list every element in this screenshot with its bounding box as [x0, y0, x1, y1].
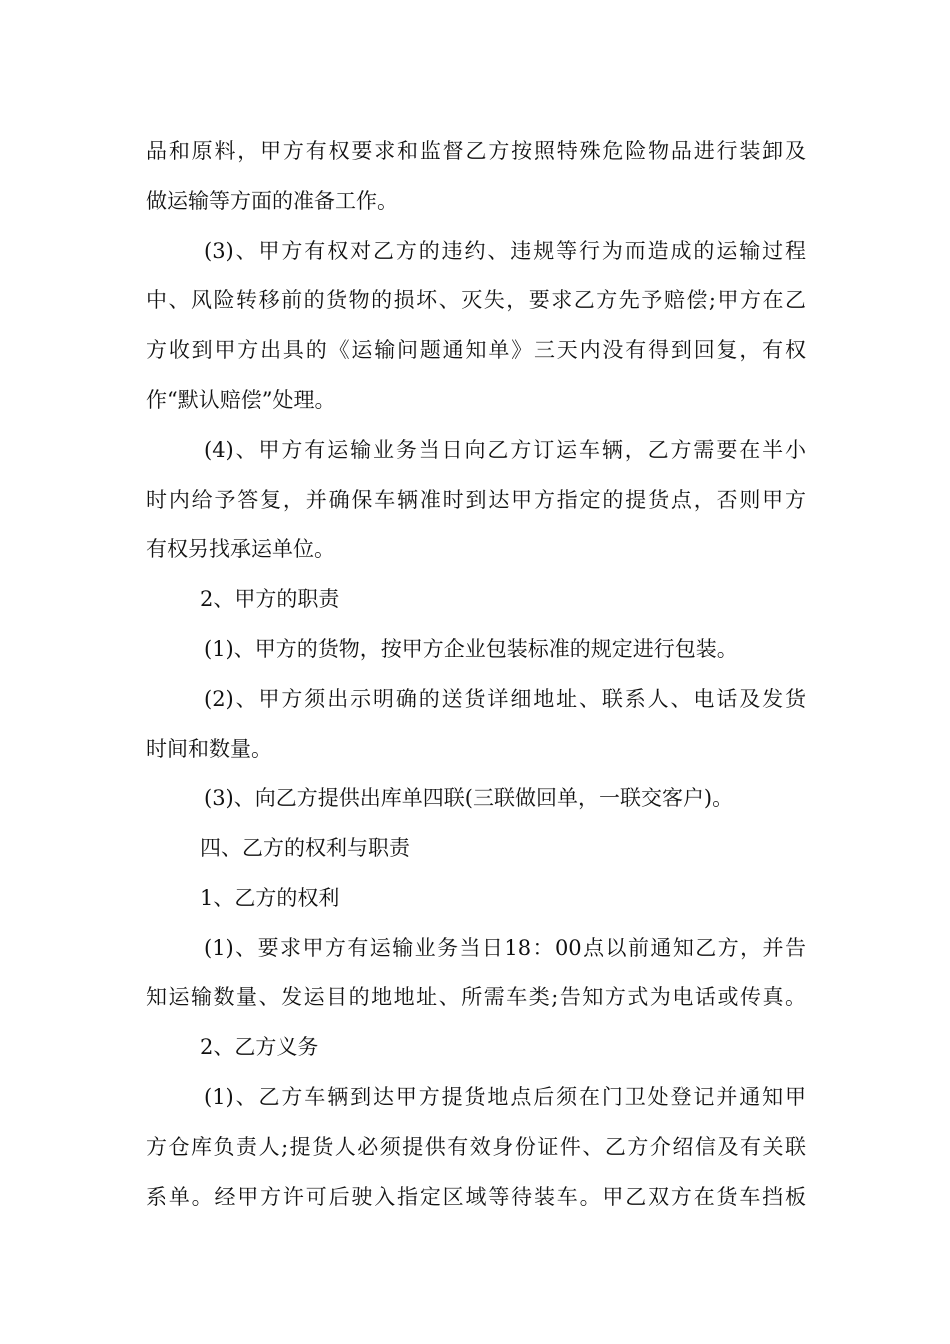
text-line: 有权另找承运单位。: [146, 537, 335, 561]
section-heading: 2、乙方义务: [200, 1035, 319, 1059]
text-line: 系单。经甲方许可后驶入指定区域等待装车。甲乙双方在货车挡板: [146, 1185, 806, 1209]
text-line: 时内给予答复，并确保车辆准时到达甲方指定的提货点，否则甲方: [146, 488, 806, 512]
text-line: 方仓库负责人;提货人必须提供有效身份证件、乙方介绍信及有关联: [146, 1135, 806, 1159]
text-line: 方收到甲方出具的《运输问题通知单》三天内没有得到回复，有权: [146, 338, 806, 362]
text-line: (3)、向乙方提供出库单四联(三联做回单，一联交客户)。: [204, 786, 734, 810]
text-line: (2)、甲方须出示明确的送货详细地址、联系人、电话及发货: [204, 687, 806, 711]
text-line: 时间和数量。: [146, 737, 272, 761]
text-line: (1)、乙方车辆到达甲方提货地点后须在门卫处登记并通知甲: [204, 1085, 806, 1109]
text-line: (3)、甲方有权对乙方的违约、违规等行为而造成的运输过程: [204, 239, 806, 263]
text-line: 作“默认赔偿”处理。: [146, 388, 336, 412]
section-heading: 2、甲方的职责: [200, 587, 340, 611]
text-line: (4)、甲方有运输业务当日向乙方订运车辆，乙方需要在半小: [204, 438, 806, 462]
text-line: 做运输等方面的准备工作。: [146, 189, 398, 213]
section-heading: 四、乙方的权利与职责: [200, 836, 410, 860]
text-line: 中、风险转移前的货物的损坏、灭失，要求乙方先予赔偿;甲方在乙: [146, 288, 806, 312]
text-line: (1)、要求甲方有运输业务当日18：00点以前通知乙方，并告: [204, 936, 806, 960]
section-heading: 1、乙方的权利: [200, 886, 340, 910]
text-line: 品和原料，甲方有权要求和监督乙方按照特殊危险物品进行装卸及: [146, 139, 806, 163]
text-line: 知运输数量、发运目的地地址、所需车类;告知方式为电话或传真。: [146, 985, 806, 1009]
text-line: (1)、甲方的货物，按甲方企业包装标准的规定进行包装。: [204, 637, 738, 661]
